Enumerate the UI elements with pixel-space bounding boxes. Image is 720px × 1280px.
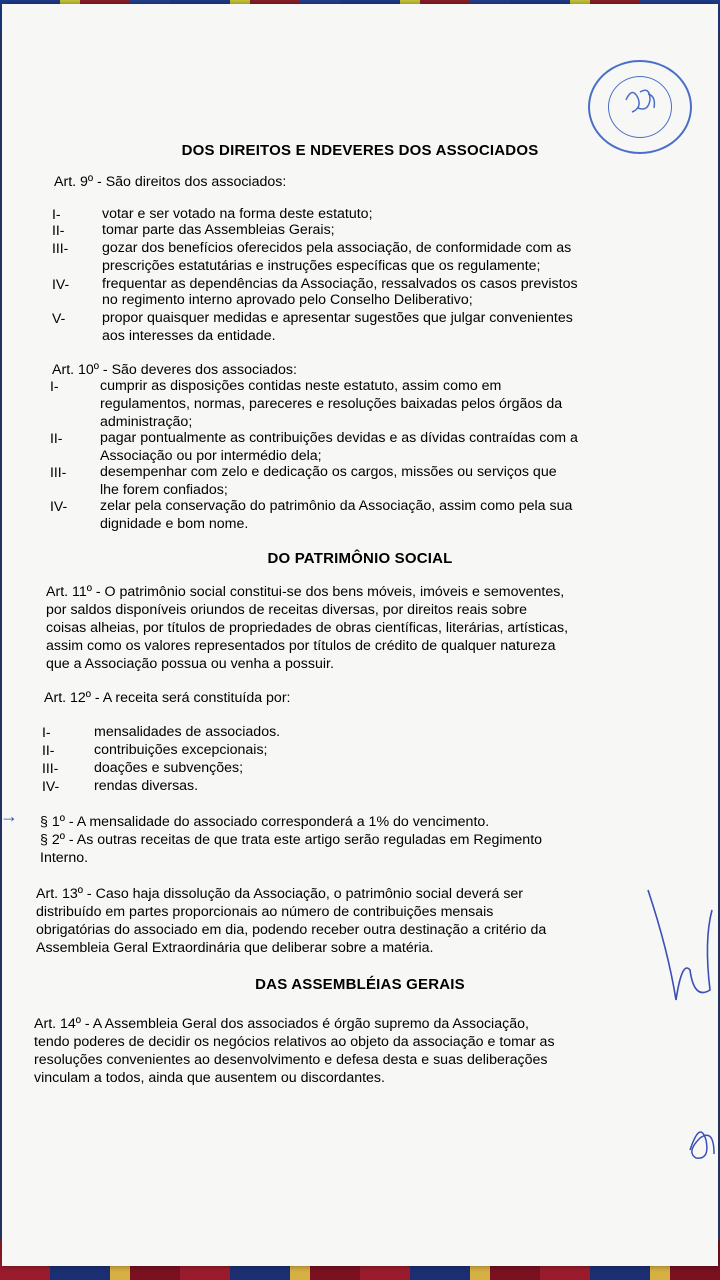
art9-item-num: I- bbox=[52, 206, 61, 222]
art10-item-text: administração; bbox=[100, 414, 193, 430]
art10-item-num: IV- bbox=[50, 498, 68, 514]
art9-item-text: tomar parte das Assembleias Gerais; bbox=[102, 222, 335, 238]
art9-item-text: aos interesses da entidade. bbox=[102, 328, 276, 344]
initials-mark bbox=[680, 1110, 720, 1170]
art9-item-num: III- bbox=[52, 240, 69, 256]
art10-item-text: pagar pontualmente as contribuições devidas e as dívidas contraídas com a bbox=[100, 430, 578, 446]
signature-mark bbox=[640, 880, 720, 1080]
art10-item-text: dignidade e bom nome. bbox=[100, 516, 249, 532]
art12-item-num: III- bbox=[42, 760, 59, 776]
art10-item-num: II- bbox=[50, 430, 63, 446]
art11-line: que a Associação possua ou venha a possuir. bbox=[46, 656, 334, 672]
art11-line: coisas alheias, por títulos de propriedades de obras científicas, literárias, artísticas, bbox=[46, 620, 569, 636]
paragraph-2-line: Interno. bbox=[40, 850, 89, 866]
art11-line: assim como os valores representados por títulos de crédito de qualquer natureza bbox=[46, 638, 556, 654]
heading-assembleias: DAS ASSEMBLÉIAS GERAIS bbox=[255, 976, 465, 993]
art14-line: vinculam a todos, ainda que ausentem ou discordantes. bbox=[34, 1070, 385, 1086]
art14-line: Art. 14º - A Assembleia Geral dos associados é órgão supremo da Associação, bbox=[34, 1016, 529, 1032]
stamp-seal-drawing bbox=[588, 60, 688, 150]
heading-rights-duties: DOS DIREITOS E NDEVERES DOS ASSOCIADOS bbox=[181, 142, 539, 159]
art9-item-text: propor quaisquer medidas e apresentar sugestões que julgar convenientes bbox=[102, 310, 573, 326]
art12-item-text: contribuições excepcionais; bbox=[94, 742, 268, 758]
art12-item-text: doações e subvenções; bbox=[94, 760, 244, 776]
art10-item-text: cumprir as disposições contidas neste estatuto, assim como em bbox=[100, 378, 502, 394]
art13-line: Assembleia Geral Extraordinária que deliberar sobre a matéria. bbox=[36, 940, 434, 956]
art12-item-text: mensalidades de associados. bbox=[94, 724, 281, 740]
art12-item-num: I- bbox=[42, 724, 51, 740]
art12-item-text: rendas diversas. bbox=[94, 778, 199, 794]
art13-line: Art. 13º - Caso haja dissolução da Associação, o patrimônio social deverá ser bbox=[36, 886, 524, 902]
art12-item-num: IV- bbox=[42, 778, 60, 794]
art13-line: obrigatórias do associado em dia, podendo receber outra destinação a critério da bbox=[36, 922, 547, 938]
art10-item-num: I- bbox=[50, 378, 59, 394]
art10-item-text: lhe forem confiados; bbox=[100, 482, 228, 498]
art12-item-num: II- bbox=[42, 742, 55, 758]
art14-line: tendo poderes de decidir os negócios relativos ao objeto da associação e tomar as bbox=[34, 1034, 555, 1050]
paragraph-1: § 1º - A mensalidade do associado corresponderá a 1% do vencimento. bbox=[40, 814, 490, 830]
art9-item-num: II- bbox=[52, 222, 65, 238]
art9-item-num: V- bbox=[52, 310, 66, 326]
art10-item-text: regulamentos, normas, pareceres e resoluções baixadas pelos órgãos da bbox=[100, 396, 563, 412]
art9-item-text: prescrições estatutárias e instruções específicas que os regulamente; bbox=[102, 258, 541, 274]
art14-line: resoluções convenientes ao desenvolvimento e defesa desta e suas deliberações bbox=[34, 1052, 548, 1068]
art10-intro: Art. 10º - São deveres dos associados: bbox=[52, 362, 297, 378]
paragraph-2-line: § 2º - As outras receitas de que trata este artigo serão reguladas em Regimento bbox=[40, 832, 543, 848]
art9-item-num: IV- bbox=[52, 276, 70, 292]
art9-item-text: votar e ser votado na forma deste estatuto; bbox=[102, 206, 373, 222]
art9-item-text: no regimento interno aprovado pelo Conselho Deliberativo; bbox=[102, 292, 473, 308]
art9-intro: Art. 9º - São direitos dos associados: bbox=[54, 174, 287, 190]
art12-intro: Art. 12º - A receita será constituída por: bbox=[44, 690, 291, 706]
art10-item-text: Associação ou por intermédio dela; bbox=[100, 448, 322, 464]
art13-line: distribuído em partes proporcionais ao número de contribuições mensais bbox=[36, 904, 494, 920]
handwritten-arrow-icon: → bbox=[0, 806, 18, 826]
art10-item-text: desempenhar com zelo e dedicação os cargos, missões ou serviços que bbox=[100, 464, 557, 480]
heading-patrimonio: DO PATRIMÔNIO SOCIAL bbox=[267, 550, 453, 567]
art10-item-num: III- bbox=[50, 464, 67, 480]
art9-item-text: gozar dos benefícios oferecidos pela associação, de conformidade com as bbox=[102, 240, 572, 256]
art10-item-text: zelar pela conservação do patrimônio da Associação, assim como pela sua bbox=[100, 498, 573, 514]
notary-stamp bbox=[588, 60, 692, 154]
art11-line: por saldos disponíveis oriundos de receitas diversas, por direitos reais sobre bbox=[46, 602, 528, 618]
art11-line: Art. 11º - O patrimônio social constitui-se dos bens móveis, imóveis e semoventes, bbox=[46, 584, 565, 600]
art9-item-text: frequentar as dependências da Associação, ressalvados os casos previstos bbox=[102, 276, 578, 292]
